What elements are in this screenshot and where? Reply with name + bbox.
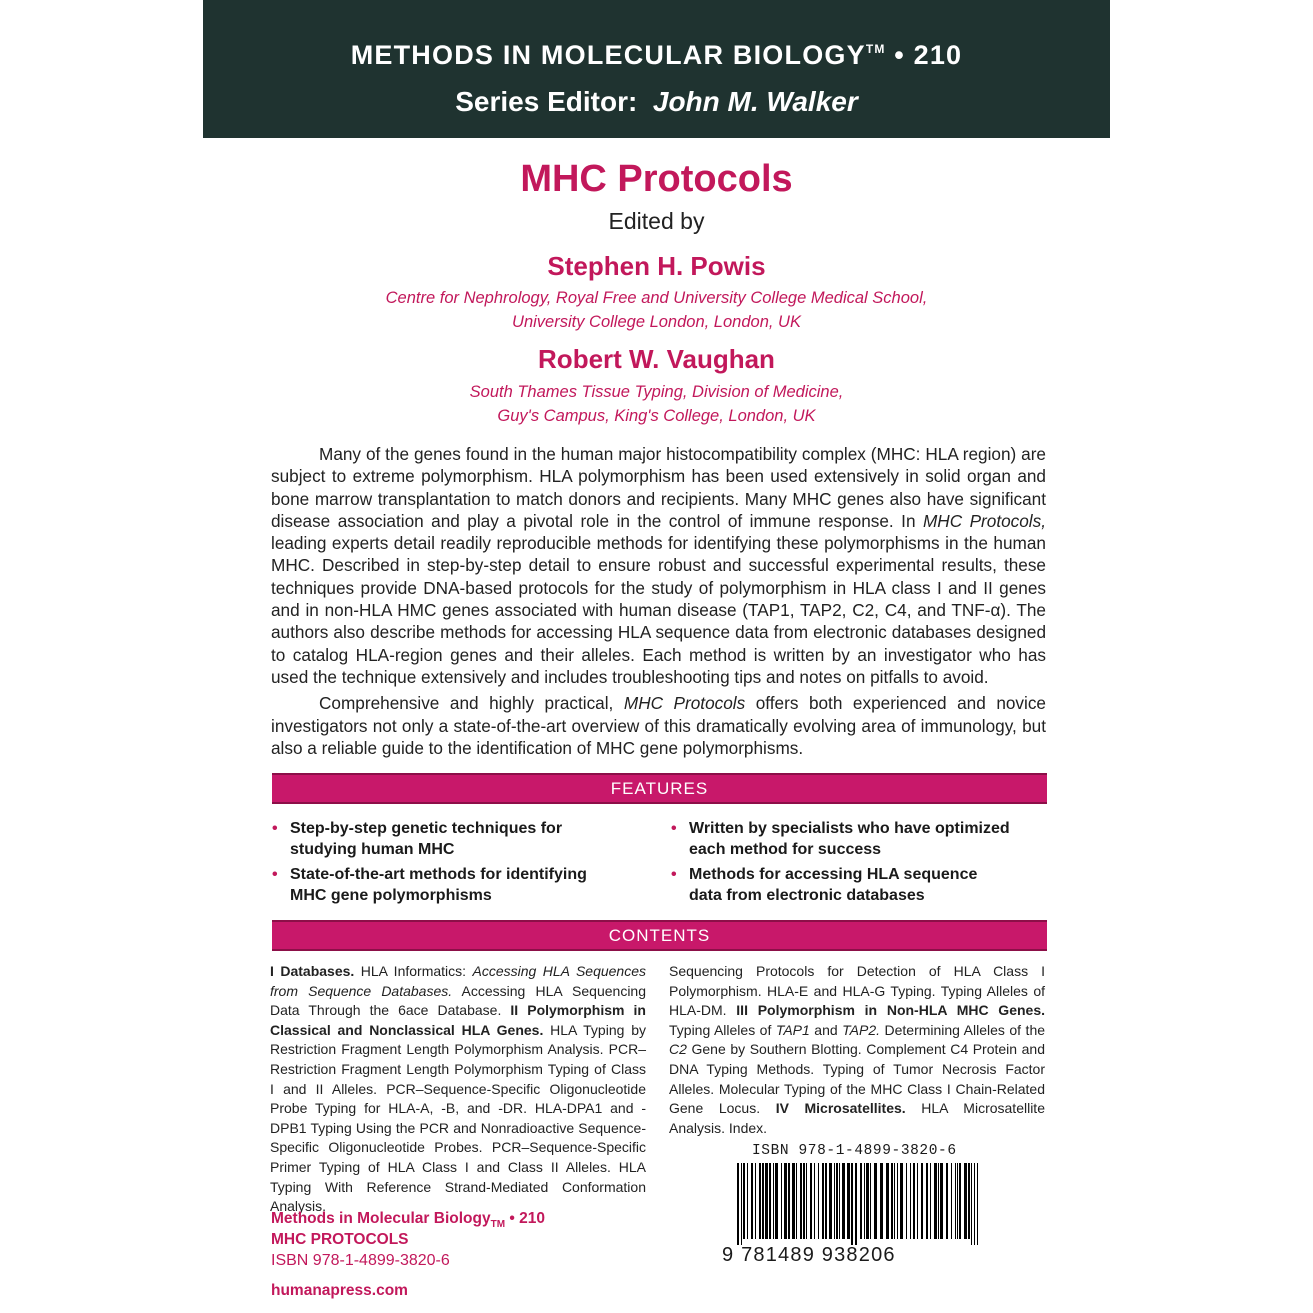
bullet-icon: •: [671, 866, 677, 883]
barcode-bar: [847, 1163, 850, 1239]
barcode-bar: [800, 1163, 802, 1239]
editor-affiliation: South Thames Tissue Typing, Division of Medicine, Guy's Campus, King's College, London, UK: [469, 383, 844, 425]
barcode-bar: [930, 1163, 931, 1239]
barcode-bar: [737, 1163, 739, 1245]
barcode-bar: [781, 1163, 782, 1239]
barcode-bar: [810, 1163, 812, 1239]
barcode-bar: [957, 1163, 958, 1239]
barcode-bar: [886, 1163, 889, 1239]
barcode-bar: [773, 1163, 774, 1239]
barcode-bar: [796, 1163, 797, 1239]
barcode-bar: [851, 1163, 853, 1245]
editor-affiliation: Centre for Nephrology, Royal Free and University College Medical School, University College London, London, UK: [385, 289, 928, 331]
bullet-icon: •: [671, 820, 677, 837]
barcode-bar: [769, 1163, 771, 1239]
barcode-bar: [762, 1163, 764, 1239]
footer-book-title: MHC PROTOCOLS: [271, 1231, 409, 1248]
barcode-bar: [747, 1163, 748, 1239]
barcode-bar: [825, 1163, 827, 1239]
barcode-bar: [842, 1163, 845, 1239]
series-editor-name: John M. Walker: [652, 86, 858, 117]
barcode-bar: [934, 1163, 937, 1239]
barcode-bar: [806, 1163, 807, 1239]
book-title: MHC Protocols: [520, 158, 793, 200]
barcode-bar: [968, 1163, 970, 1239]
barcode-bar: [788, 1163, 790, 1239]
barcode-bar: [900, 1163, 903, 1239]
barcode-bar: [946, 1163, 948, 1239]
editor-name: Robert W. Vaughan: [538, 344, 775, 374]
barcode-bar: [874, 1163, 877, 1239]
barcode-bar: [814, 1163, 815, 1239]
series-header: [203, 0, 1110, 138]
footer-series: Methods in Molecular Biology$_{TM}$ • 210: [271, 1210, 545, 1231]
barcode-bar: [870, 1163, 871, 1239]
barcode-bar: [971, 1163, 972, 1245]
barcode-bar: [741, 1163, 742, 1245]
feature-item: • State-of-the-art methods for identifying MHC gene polymorphisms: [272, 866, 587, 904]
editor-name: Stephen H. Powis: [547, 251, 766, 281]
contents-column-left: I Databases. HLA Informatics: Accessing HLA Sequences from Sequence Databases. Accessing HLA Sequencing Data Through the 6ace Database. II Polymorphism in Classical and Nonclassical HLA Genes. HLA Typing by Restriction Fragment Length Polymorphism Analysis. PCR–Restriction Fragment Length Polymorphism Typing of Class I and II Alleles. PCR–Sequence-Specific Oligonucleotide Probe Typing for HLA-A, -B, and -DR. HLA-DPA1 and -DPB1 Typing Using the PCR and Nonradioactive Sequence-Specific Oligonucleotide Probes. PCR–Sequence-Specific Primer Typing of HLA Class I and Class II Alleles. HLA Typing With Reference Strand-Mediated Conformation Analysis.: [270, 963, 647, 1215]
features-heading: FEATURES: [272, 773, 1047, 804]
barcode-bar: [836, 1163, 838, 1239]
barcode-bar: [755, 1163, 756, 1239]
barcode-bar: [977, 1163, 978, 1245]
contents-heading: CONTENTS: [272, 920, 1047, 951]
barcode-bar: [759, 1163, 761, 1239]
barcode-bar: [834, 1163, 835, 1239]
series-editor: Series Editor: John M. Walker: [455, 86, 858, 117]
footer-isbn: ISBN 978-1-4899-3820-6: [271, 1252, 450, 1269]
barcode-bar: [894, 1163, 895, 1239]
barcode-bar: [839, 1163, 840, 1239]
bullet-icon: •: [272, 820, 278, 837]
barcode-bar: [860, 1163, 862, 1239]
barcode-bar: [921, 1163, 923, 1239]
barcode-bar: [792, 1163, 795, 1239]
barcode-bar: [951, 1163, 952, 1239]
footer-website: humanapress.com: [271, 1282, 408, 1299]
isbn-barcode: [735, 1163, 981, 1245]
barcode-bar: [891, 1163, 893, 1239]
barcode-bar: [913, 1163, 915, 1239]
barcode-bar: [940, 1163, 943, 1239]
description-paragraph: Comprehensive and highly practical, MHC Protocols offers both experienced and novice investigators not only a state-of-the-art overview of this dramatically evolving area of immunology, but also a reliable guide to the identification of MHC gene polymorphisms.: [271, 693, 1046, 758]
barcode-bar: [955, 1163, 956, 1239]
barcode-bar: [906, 1163, 907, 1239]
barcode-bar: [775, 1163, 778, 1239]
barcode-bar: [784, 1163, 787, 1239]
barcode-bar: [974, 1163, 975, 1245]
barcode-bar: [822, 1163, 824, 1239]
edited-by-label: Edited by: [608, 208, 705, 234]
trademark-mark: TM: [865, 42, 886, 56]
barcode-bar: [765, 1163, 768, 1239]
barcode-bar: [866, 1163, 869, 1239]
barcode-bar: [803, 1163, 805, 1239]
barcode-bar: [864, 1163, 865, 1239]
barcode-bar: [897, 1163, 898, 1239]
barcode-bar: [751, 1163, 753, 1239]
barcode-bar: [880, 1163, 883, 1239]
barcode-bar: [964, 1163, 967, 1239]
barcode-bar: [855, 1163, 857, 1245]
contents-column-right: Sequencing Protocols for Detection of HLA Class I Polymorphism. HLA-E and HLA-G Typing. Typing Alleles of HLA-DM. III Polymorphism in Non-HLA MHC Genes. Typing Alleles of TAP1 and TAP2. Determining Alleles of the C2 Gene by Southern Blotting. Complement C4 Protein and DNA Typing Methods. Typing of Tumor Necrosis Factor Alleles. Molecular Typing of the MHC Class I Chain-Related Gene Locus. IV Microsatellites. HLA Microsatellite Analysis. Index.: [669, 963, 1046, 1136]
barcode-isbn-label: ISBN 978-1-4899-3820-6: [752, 1143, 957, 1159]
barcode-bar: [917, 1163, 918, 1239]
barcode-bar: [743, 1163, 745, 1239]
description-paragraph: Many of the genes found in the human major histocompatibility complex (MHC: HLA region) are subject to extreme polymorphism. HLA polymorphism has been used extensively in solid organ and bone marrow transplantation to match donors and recipients. Many MHC genes also have significant disease association and play a pivotal role in the control of immune response. In MHC Protocols, leading experts detail readily reproducible methods for identifying these polymorphisms in the human MHC. Described in step-by-step detail to ensure robust and successful experimental results, these techniques provide DNA-based protocols for the study of polymorphism in HLA class I and II genes and in non-HLA HMC genes associated with human disease (TAP1, TAP2, C2, C4, and TNF-α). The authors also describe methods for accessing HLA sequence data from electronic databases designed to catalog HLA-region genes and their alleles. Each method is written by an investigator who has used the technique extensively and includes troubleshooting tips and notes on pitfalls to avoid.: [271, 444, 1046, 687]
book-description: [271, 443, 1046, 759]
feature-item: • Methods for accessing HLA sequence data from electronic databases: [671, 866, 978, 904]
bullet-icon: •: [272, 866, 278, 883]
feature-item: • Step-by-step genetic techniques for studying human MHC: [272, 820, 563, 858]
barcode-bar: [959, 1163, 961, 1239]
barcode-bar: [829, 1163, 832, 1239]
barcode-bar: [938, 1163, 939, 1239]
barcode-bar: [818, 1163, 819, 1239]
barcode-bar: [910, 1163, 911, 1239]
barcode-digits: 9 781489 938206: [722, 1244, 896, 1266]
series-title: METHODS IN MOLECULAR BIOLOGY™ • 210: [350, 40, 963, 70]
barcode-bar: [926, 1163, 928, 1239]
feature-item: • Written by specialists who have optimized each method for success: [671, 820, 1010, 858]
